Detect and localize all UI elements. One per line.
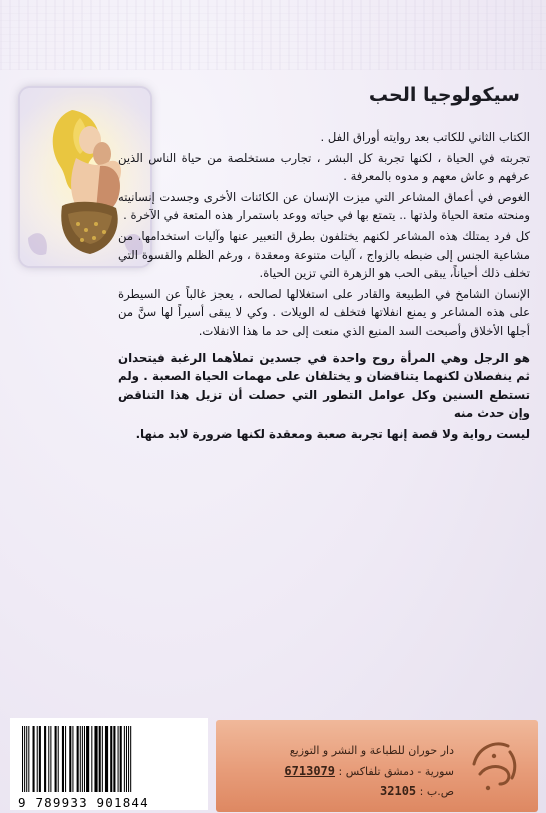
barcode-bar — [120, 726, 122, 792]
decorative-pattern — [0, 0, 546, 70]
barcode-bar — [72, 726, 73, 792]
barcode-bar — [39, 726, 41, 792]
publisher-name: دار حوران للطباعة و النشر و التوزيع — [289, 744, 454, 757]
isbn-number: 9 789933 901844 — [18, 795, 149, 810]
barcode-bar — [113, 726, 115, 792]
barcode-bar — [24, 726, 25, 792]
publisher-logo-icon — [464, 730, 526, 794]
barcode-bar — [50, 726, 51, 792]
barcode-bar — [62, 726, 64, 792]
book-title: سيكولوجيا الحب — [368, 84, 520, 106]
barcode-bar — [22, 726, 23, 792]
blurb-paragraph: الإنسان الشامخ في الطبيعة والقادر على استغلالها لصالحه ، يعجز غالباً عن السيطرة على هذه المشاعر و يمنع انفلاتها فتخلف له الويلات . وكي لا يبقى أسيراً لها سنَّ من أجلها الأخلاق وأصبحت السد المنيع الذي منعت إلى حد ما هذا الانفلات. — [118, 286, 530, 338]
barcode-bar — [110, 726, 112, 792]
barcode-bar — [91, 726, 92, 792]
barcode-bar — [33, 726, 35, 792]
publisher-block — [216, 720, 538, 812]
blurb-paragraph: تجربته في الحياة ، لكنها تجربة كل البشر ، تجارب مستخلصة من حياة الناس الذين عرفهم و عاش معهم و مدوه بالمعرفة . — [118, 150, 530, 184]
barcode-bar — [37, 726, 38, 792]
barcode-bar — [69, 726, 71, 792]
isbn-barcode — [10, 718, 208, 810]
barcode-bar — [84, 726, 85, 792]
blurb-text — [118, 128, 530, 446]
barcode-bar — [118, 726, 119, 792]
blurb-paragraph: هو الرجل وهي المرأة روح واحدة في جسدين تملأهما الرغبة فيتحدان ثم ينفصلان لكنهما يتناقضان و يختلفان على مهمات الحياة الصعبة . ولم تستطع السنين وكل عوامل التطور التي حصلت أن تزيل هذا التناقض وإن حدث منه — [118, 350, 530, 421]
barcode-bar — [44, 726, 46, 792]
barcode-bar — [28, 726, 29, 792]
barcode-bar — [105, 726, 108, 792]
publisher-contact — [224, 764, 454, 778]
barcode-bar — [80, 726, 81, 792]
barcode-bar — [126, 726, 127, 792]
barcode-bar — [130, 726, 131, 792]
phone-number: 6713079 — [284, 764, 335, 778]
barcode-bar — [48, 726, 49, 792]
contact-label: سورية - دمشق تلفاكس : — [338, 765, 454, 778]
barcode-bar — [26, 726, 27, 792]
pobox-label: ص.ب : — [419, 785, 454, 798]
barcode-bar — [55, 726, 57, 792]
barcode-bar — [65, 726, 66, 792]
blurb-paragraph: الكتاب الثاني للكاتب بعد روايته أوراق الفل . — [320, 130, 530, 144]
blurb-paragraph: كل فرد يمتلك هذه المشاعر لكنهم يختلفون بطرق التعبير عنها وآليات استخدامها. من مشاعية الجنس إلى ضبطه بالزواج ، آليات متنوعة ومعقدة ، ورغم الظلم والقسوة التي تخلف ذلك أحياناً، يبقى الحب هو الزهرة التي تزين الحياة. — [118, 228, 530, 281]
barcode-bar — [128, 726, 129, 792]
barcode-bar — [94, 726, 97, 792]
barcode-bar — [82, 726, 83, 792]
barcode-bar — [77, 726, 79, 792]
pobox-number: 32105 — [380, 784, 417, 798]
barcode-bar — [102, 726, 103, 792]
blurb-paragraph: ليست رواية ولا قصة إنها تجربة صعبة ومعقدة لكنها ضرورة لابد منها. — [135, 426, 530, 441]
barcode-bar — [86, 726, 89, 792]
blurb-paragraph: الغوص في أعماق المشاعر التي ميزت الإنسان عن الكائنات الأخرى وجسدت إنسانيته ومنحته متعة الحياة ولذتها .. يتمتع بها في حياته ووعد باستمرار هذه المتعة في الآخرة . — [118, 189, 530, 223]
publisher-pobox — [224, 784, 454, 798]
barcode-bar — [99, 726, 101, 792]
barcode-bar — [58, 726, 59, 792]
barcode-bar — [124, 726, 125, 792]
barcode-icon — [20, 726, 200, 794]
